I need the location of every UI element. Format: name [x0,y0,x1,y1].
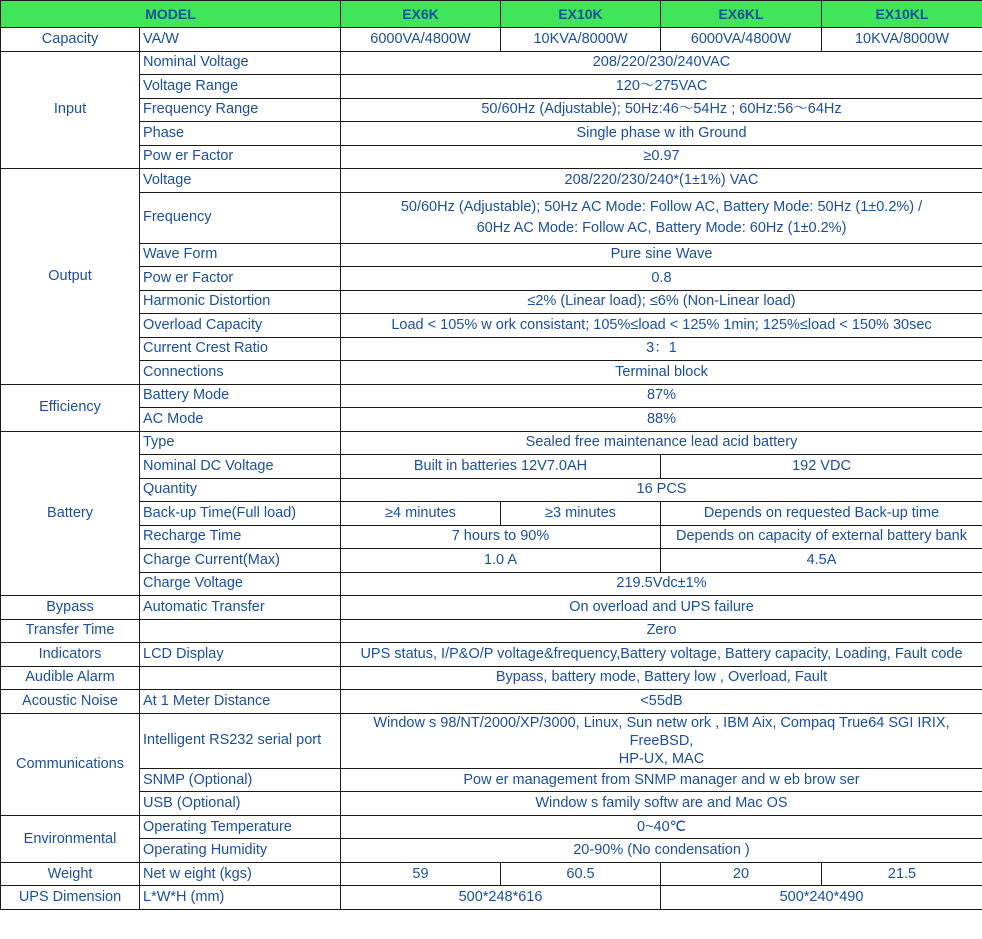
output-harmonic-distortion-row [1,290,982,314]
dimension-row [1,886,982,910]
battery-category: Battery [1,431,140,596]
efficiency-battery-mode-value: 87% [341,384,982,408]
battery-recharge-time-row [1,525,982,549]
output-voltage-value: 208/220/230/240*(1±1%) VAC [341,169,982,193]
transfer-time-row [1,619,982,643]
battery-quantity-label: Quantity [140,478,341,502]
efficiency-category: Efficiency [1,384,140,431]
indicators-category: Indicators [1,643,140,667]
input-frequency-range-label: Frequency Range [140,98,341,122]
audible-alarm-label [140,666,341,690]
output-overload-capacity-label: Overload Capacity [140,314,341,338]
battery-nominal-dc-voltage-row [1,455,982,479]
dimension-long: 500*240*490 [661,886,982,910]
input-power-factor-value: ≥0.97 [341,145,982,169]
output-wave-form-value: Pure sine Wave [341,243,982,267]
battery-recharge-time-long: Depends on capacity of external battery bank [661,525,982,549]
output-wave-form-row [1,243,982,267]
weight-category: Weight [1,862,140,886]
bypass-label: Automatic Transfer [140,596,341,620]
weight-row [1,862,982,886]
input-nominal-voltage-label: Nominal Voltage [140,51,341,75]
input-nominal-voltage-value: 208/220/230/240VAC [341,51,982,75]
input-phase-value: Single phase w ith Ground [341,122,982,146]
output-voltage-label: Voltage [140,169,341,193]
capacity-ex10k: 10KVA/8000W [501,28,661,52]
capacity-ex10kl: 10KVA/8000W [822,28,982,52]
capacity-ex6kl: 6000VA/4800W [661,28,822,52]
battery-recharge-time-label: Recharge Time [140,525,341,549]
dimension-category: UPS Dimension [1,886,140,910]
input-phase-row [1,122,982,146]
communications-rs232-value [341,713,982,768]
communications-usb-row [1,792,982,816]
indicators-value: UPS status, I/P&O/P voltage&frequency,Battery voltage, Battery capacity, Loading, Fault code [341,643,982,667]
bypass-row [1,596,982,620]
battery-type-value: Sealed free maintenance lead acid battery [341,431,982,455]
communications-category: Communications [1,713,140,815]
communications-usb-label: USB (Optional) [140,792,341,816]
output-harmonic-distortion-label: Harmonic Distortion [140,290,341,314]
model-ex6kl-header: EX6KL [661,1,822,28]
output-connections-value: Terminal block [341,361,982,385]
battery-type-label: Type [140,431,341,455]
acoustic-noise-row [1,690,982,714]
battery-recharge-time-standard: 7 hours to 90% [341,525,661,549]
battery-nominal-dc-voltage-long: 192 VDC [661,455,982,479]
output-frequency-value-line1: 50/60Hz (Adjustable); 50Hz AC Mode: Follow AC, Battery Mode: 50Hz (1±0.2%) / [400,199,923,216]
communications-rs232-value-line1: Window s 98/NT/2000/XP/3000, Linux, Sun netw ork , IBM Aix, Compaq True64 SGI IRIX, FreeBSD, [373,714,950,749]
battery-charge-current-standard: 1.0 A [341,549,661,573]
transfer-time-value: Zero [341,619,982,643]
weight-ex6kl: 20 [661,862,822,886]
capacity-category: Capacity [1,28,140,52]
input-voltage-range-label: Voltage Range [140,75,341,99]
communications-usb-value: Window s family softw are and Mac OS [341,792,982,816]
output-overload-capacity-row [1,314,982,338]
transfer-time-label [140,619,341,643]
output-power-factor-value: 0.8 [341,267,982,291]
weight-ex6k: 59 [341,862,501,886]
battery-charge-current-row [1,549,982,573]
input-phase-label: Phase [140,122,341,146]
bypass-value: On overload and UPS failure [341,596,982,620]
output-crest-ratio-label: Current Crest Ratio [140,337,341,361]
output-connections-row [1,361,982,385]
environmental-humidity-row [1,839,982,863]
battery-nominal-dc-voltage-standard: Built in batteries 12V7.0AH [341,455,661,479]
efficiency-ac-mode-value: 88% [341,408,982,432]
battery-backup-time-long: Depends on requested Back-up time [661,502,982,526]
output-frequency-value-line2: 60Hz AC Mode: Follow AC, Battery Mode: 60Hz (1±0.2%) [476,219,847,236]
model-ex6k-header: EX6K [341,1,501,28]
model-ex10k-header: EX10K [501,1,661,28]
communications-rs232-value-line2: HP-UX, MAC [618,750,705,767]
input-power-factor-label: Pow er Factor [140,145,341,169]
output-frequency-label: Frequency [140,192,341,243]
output-power-factor-label: Pow er Factor [140,267,341,291]
battery-backup-time-label: Back-up Time(Full load) [140,502,341,526]
efficiency-battery-mode-label: Battery Mode [140,384,341,408]
output-connections-label: Connections [140,361,341,385]
efficiency-ac-mode-label: AC Mode [140,408,341,432]
battery-quantity-row [1,478,982,502]
battery-backup-time-ex10k: ≥3 minutes [501,502,661,526]
output-wave-form-label: Wave Form [140,243,341,267]
dimension-standard: 500*248*616 [341,886,661,910]
input-frequency-range-row [1,98,982,122]
battery-backup-time-row [1,502,982,526]
environmental-temperature-row [1,815,982,839]
battery-charge-voltage-row [1,572,982,596]
communications-snmp-row [1,768,982,792]
battery-backup-time-ex6k: ≥4 minutes [341,502,501,526]
input-power-factor-row [1,145,982,169]
weight-label: Net w eight (kgs) [140,862,341,886]
audible-alarm-category: Audible Alarm [1,666,140,690]
audible-alarm-value: Bypass, battery mode, Battery low , Overload, Fault [341,666,982,690]
capacity-ex6k: 6000VA/4800W [341,28,501,52]
efficiency-battery-mode-row [1,384,982,408]
battery-type-row [1,431,982,455]
output-category: Output [1,169,140,385]
indicators-label: LCD Display [140,643,341,667]
communications-snmp-value: Pow er management from SNMP manager and w eb brow ser [341,768,982,792]
battery-charge-voltage-value: 219.5Vdc±1% [341,572,982,596]
output-frequency-row [1,192,982,243]
capacity-row [1,28,982,52]
efficiency-ac-mode-row [1,408,982,432]
transfer-time-category: Transfer Time [1,619,140,643]
output-crest-ratio-row [1,337,982,361]
header-row [1,1,982,28]
environmental-category: Environmental [1,815,140,862]
acoustic-noise-category: Acoustic Noise [1,690,140,714]
model-ex10kl-header: EX10KL [822,1,982,28]
acoustic-noise-label: At 1 Meter Distance [140,690,341,714]
input-frequency-range-value: 50/60Hz (Adjustable); 50Hz:46～54Hz ; 60Hz:56～64Hz [341,98,982,122]
weight-ex10k: 60.5 [501,862,661,886]
battery-quantity-value: 16 PCS [341,478,982,502]
communications-snmp-label: SNMP (Optional) [140,768,341,792]
battery-charge-voltage-label: Charge Voltage [140,572,341,596]
output-overload-capacity-value: Load < 105% w ork consistant; 105%≤load < 125% 1min; 125%≤load < 150% 30sec [341,314,982,338]
weight-ex10kl: 21.5 [822,862,982,886]
environmental-temperature-value: 0~40℃ [341,815,982,839]
indicators-row [1,643,982,667]
output-harmonic-distortion-value: ≤2% (Linear load); ≤6% (Non-Linear load) [341,290,982,314]
input-category: Input [1,51,140,169]
battery-charge-current-long: 4.5A [661,549,982,573]
battery-nominal-dc-voltage-label: Nominal DC Voltage [140,455,341,479]
output-voltage-row [1,169,982,193]
battery-charge-current-label: Charge Current(Max) [140,549,341,573]
bypass-category: Bypass [1,596,140,620]
environmental-humidity-value: 20-90% (No condensation ) [341,839,982,863]
audible-alarm-row [1,666,982,690]
environmental-humidity-label: Operating Humidity [140,839,341,863]
output-frequency-value [341,192,982,243]
input-nominal-voltage-row [1,51,982,75]
model-header: MODEL [1,1,341,28]
environmental-temperature-label: Operating Temperature [140,815,341,839]
communications-rs232-row [1,713,982,768]
output-crest-ratio-value: 3：1 [341,337,982,361]
input-voltage-range-value: 120～275VAC [341,75,982,99]
dimension-label: L*W*H (mm) [140,886,341,910]
communications-rs232-label: Intelligent RS232 serial port [140,713,341,768]
acoustic-noise-value: <55dB [341,690,982,714]
output-power-factor-row [1,267,982,291]
input-voltage-range-row [1,75,982,99]
capacity-label: VA/W [140,28,341,52]
